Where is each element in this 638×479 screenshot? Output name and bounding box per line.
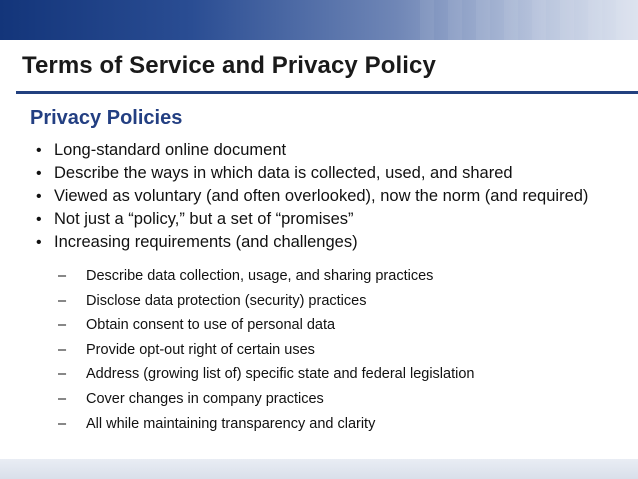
band-tile [476,0,490,40]
band-tile [420,0,434,40]
band-tile [448,0,462,40]
sub-bullet-text: Obtain consent to use of personal data [86,317,336,334]
sub-bullet-item [58,313,474,338]
sub-bullet-item [58,338,474,363]
dash-icon: – [58,341,67,358]
dash-icon: – [58,366,67,383]
slide-title: Terms of Service and Privacy Policy [22,52,436,79]
sub-bullet-item [58,362,474,387]
footer-watermark [300,474,348,479]
sub-bullet-item [58,289,474,314]
bullet-dot-icon: • [36,234,42,251]
dash-icon: – [58,317,67,334]
sub-bullet-text: Provide opt-out right of certain uses [86,341,315,358]
dash-icon: – [58,292,67,309]
bullet-item [36,185,588,208]
bullet-dot-icon: • [36,211,42,228]
bullet-dot-icon: • [36,142,42,159]
sub-bullet-item [58,387,474,412]
band-tile [616,0,630,40]
sub-bullet-text: Address (growing list of) specific state and federal legislation [86,366,475,383]
bullet-dot-icon: • [36,188,42,205]
sub-bullet-text: All while maintaining transparency and clarity [86,415,376,432]
band-tile [560,0,574,40]
band-tile [532,0,546,40]
dash-icon: – [58,268,67,284]
sub-bullet-item [58,412,474,437]
sub-bullet-text: Describe data collection, usage, and sharing practices [86,268,434,284]
bullet-text: Not just a “policy,” but a set of “promises” [54,210,354,228]
title-underline [16,91,638,94]
section-heading: Privacy Policies [30,107,183,129]
bullet-text: Increasing requirements (and challenges) [54,233,358,251]
bullet-text: Long-standard online document [54,141,287,159]
bullet-text: Viewed as voluntary (and often overlooked), now the norm (and required) [54,187,589,205]
band-tile [588,0,602,40]
bullet-item [36,231,588,254]
header-gradient-band [0,0,638,40]
bullet-text: Describe the ways in which data is collected, used, and shared [54,164,513,182]
bullet-dot-icon: • [36,165,42,182]
bullet-item [36,162,588,185]
sub-bullet-list [58,264,474,436]
sub-bullet-text: Cover changes in company practices [86,390,324,407]
dash-icon: – [58,415,67,432]
sub-bullet-text: Disclose data protection (security) practices [86,292,367,309]
bullet-list [36,139,588,254]
dash-icon: – [58,390,67,407]
sub-bullet-item [58,264,474,289]
bullet-item [36,208,588,231]
band-tile [504,0,518,40]
bullet-item [36,139,588,162]
